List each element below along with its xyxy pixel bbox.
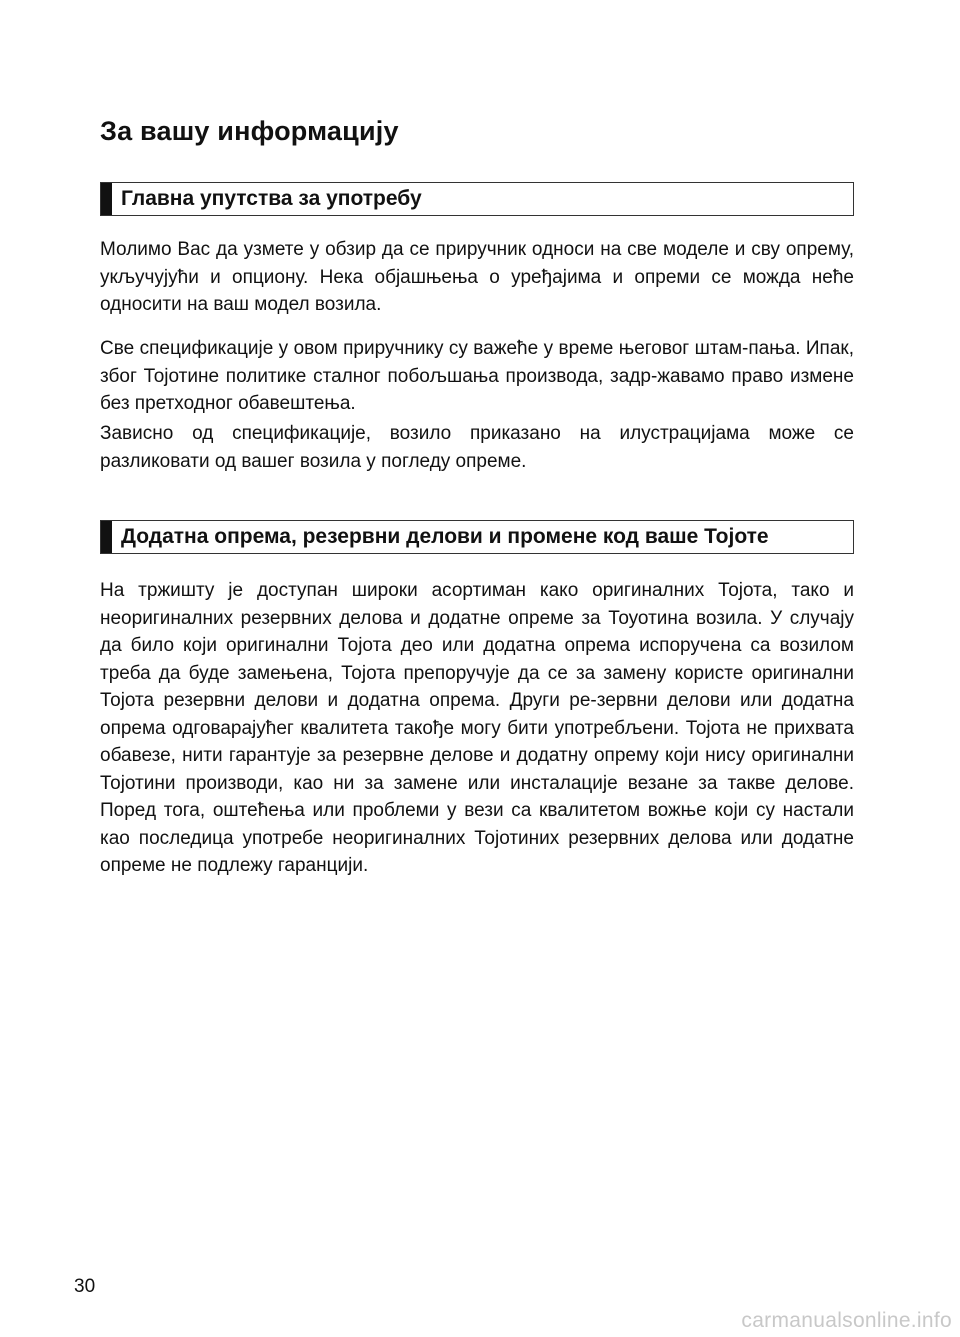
section-header-accessories-parts — [100, 520, 854, 554]
paragraph-illustrations: Зависно од спецификације, возило приказано на илустрацијама може се разликовати од вашег возила у погледу опреме. — [100, 423, 854, 472]
section-heading-accessories-parts: Додатна опрема, резервни делови и промене код ваше Тојоте — [121, 525, 769, 548]
watermark: carmanualsonline.info — [741, 1309, 952, 1332]
page-title: За вашу информацију — [100, 116, 399, 146]
page-number: 30 — [74, 1276, 96, 1297]
paragraph-specifications: Све спецификације у овом приручнику су важеће у време његовог штам-пања. Ипак, због Тојотине политике сталног побољшања производа, задр-жавамо право измене без претходног обавештења. — [100, 338, 854, 414]
section-header-bar — [101, 183, 112, 215]
paragraph-genuine-parts: На тржишту је доступан широки асортиман како оригиналних Тојота, тако и неоригиналних резервних делова и додатне опреме за Тоуотина возила. У случају да било који оригинални Тојота део или додатна опрема испоручена са возилом треба да буде замењена, Тојота препоручује да се за замену користе оригинални Тојота резервни делови и додатна опрема. Други ре-зервни делови или додатна опрема одговарајућег квалитета такође могу бити употребљени. Тојота не прихвата обавезе, нити гарантује за резервне делове и додатну опрему који нису оригинални Тојотини производи, као ни за замене или инсталације везане за такве делове. Поред тога, оштећења или проблеми у вези са квалитетом вожње који су настали као последица употребе неоригиналних Тојотиних резервних делова или додатне опреме не подлежу гаранцији. — [100, 580, 854, 876]
section-header-bar — [101, 521, 112, 553]
section-heading-general-instructions: Главна упутства за употребу — [121, 187, 422, 210]
paragraph-models-equipment: Молимо Вас да узмете у обзир да се приручник односи на све моделе и сву опрему, укључујући и опциону. Нека објашњења о уређајима и опреми се можда неће односити на ваш модел возила. — [100, 239, 854, 315]
section-header-general-instructions — [100, 182, 854, 216]
